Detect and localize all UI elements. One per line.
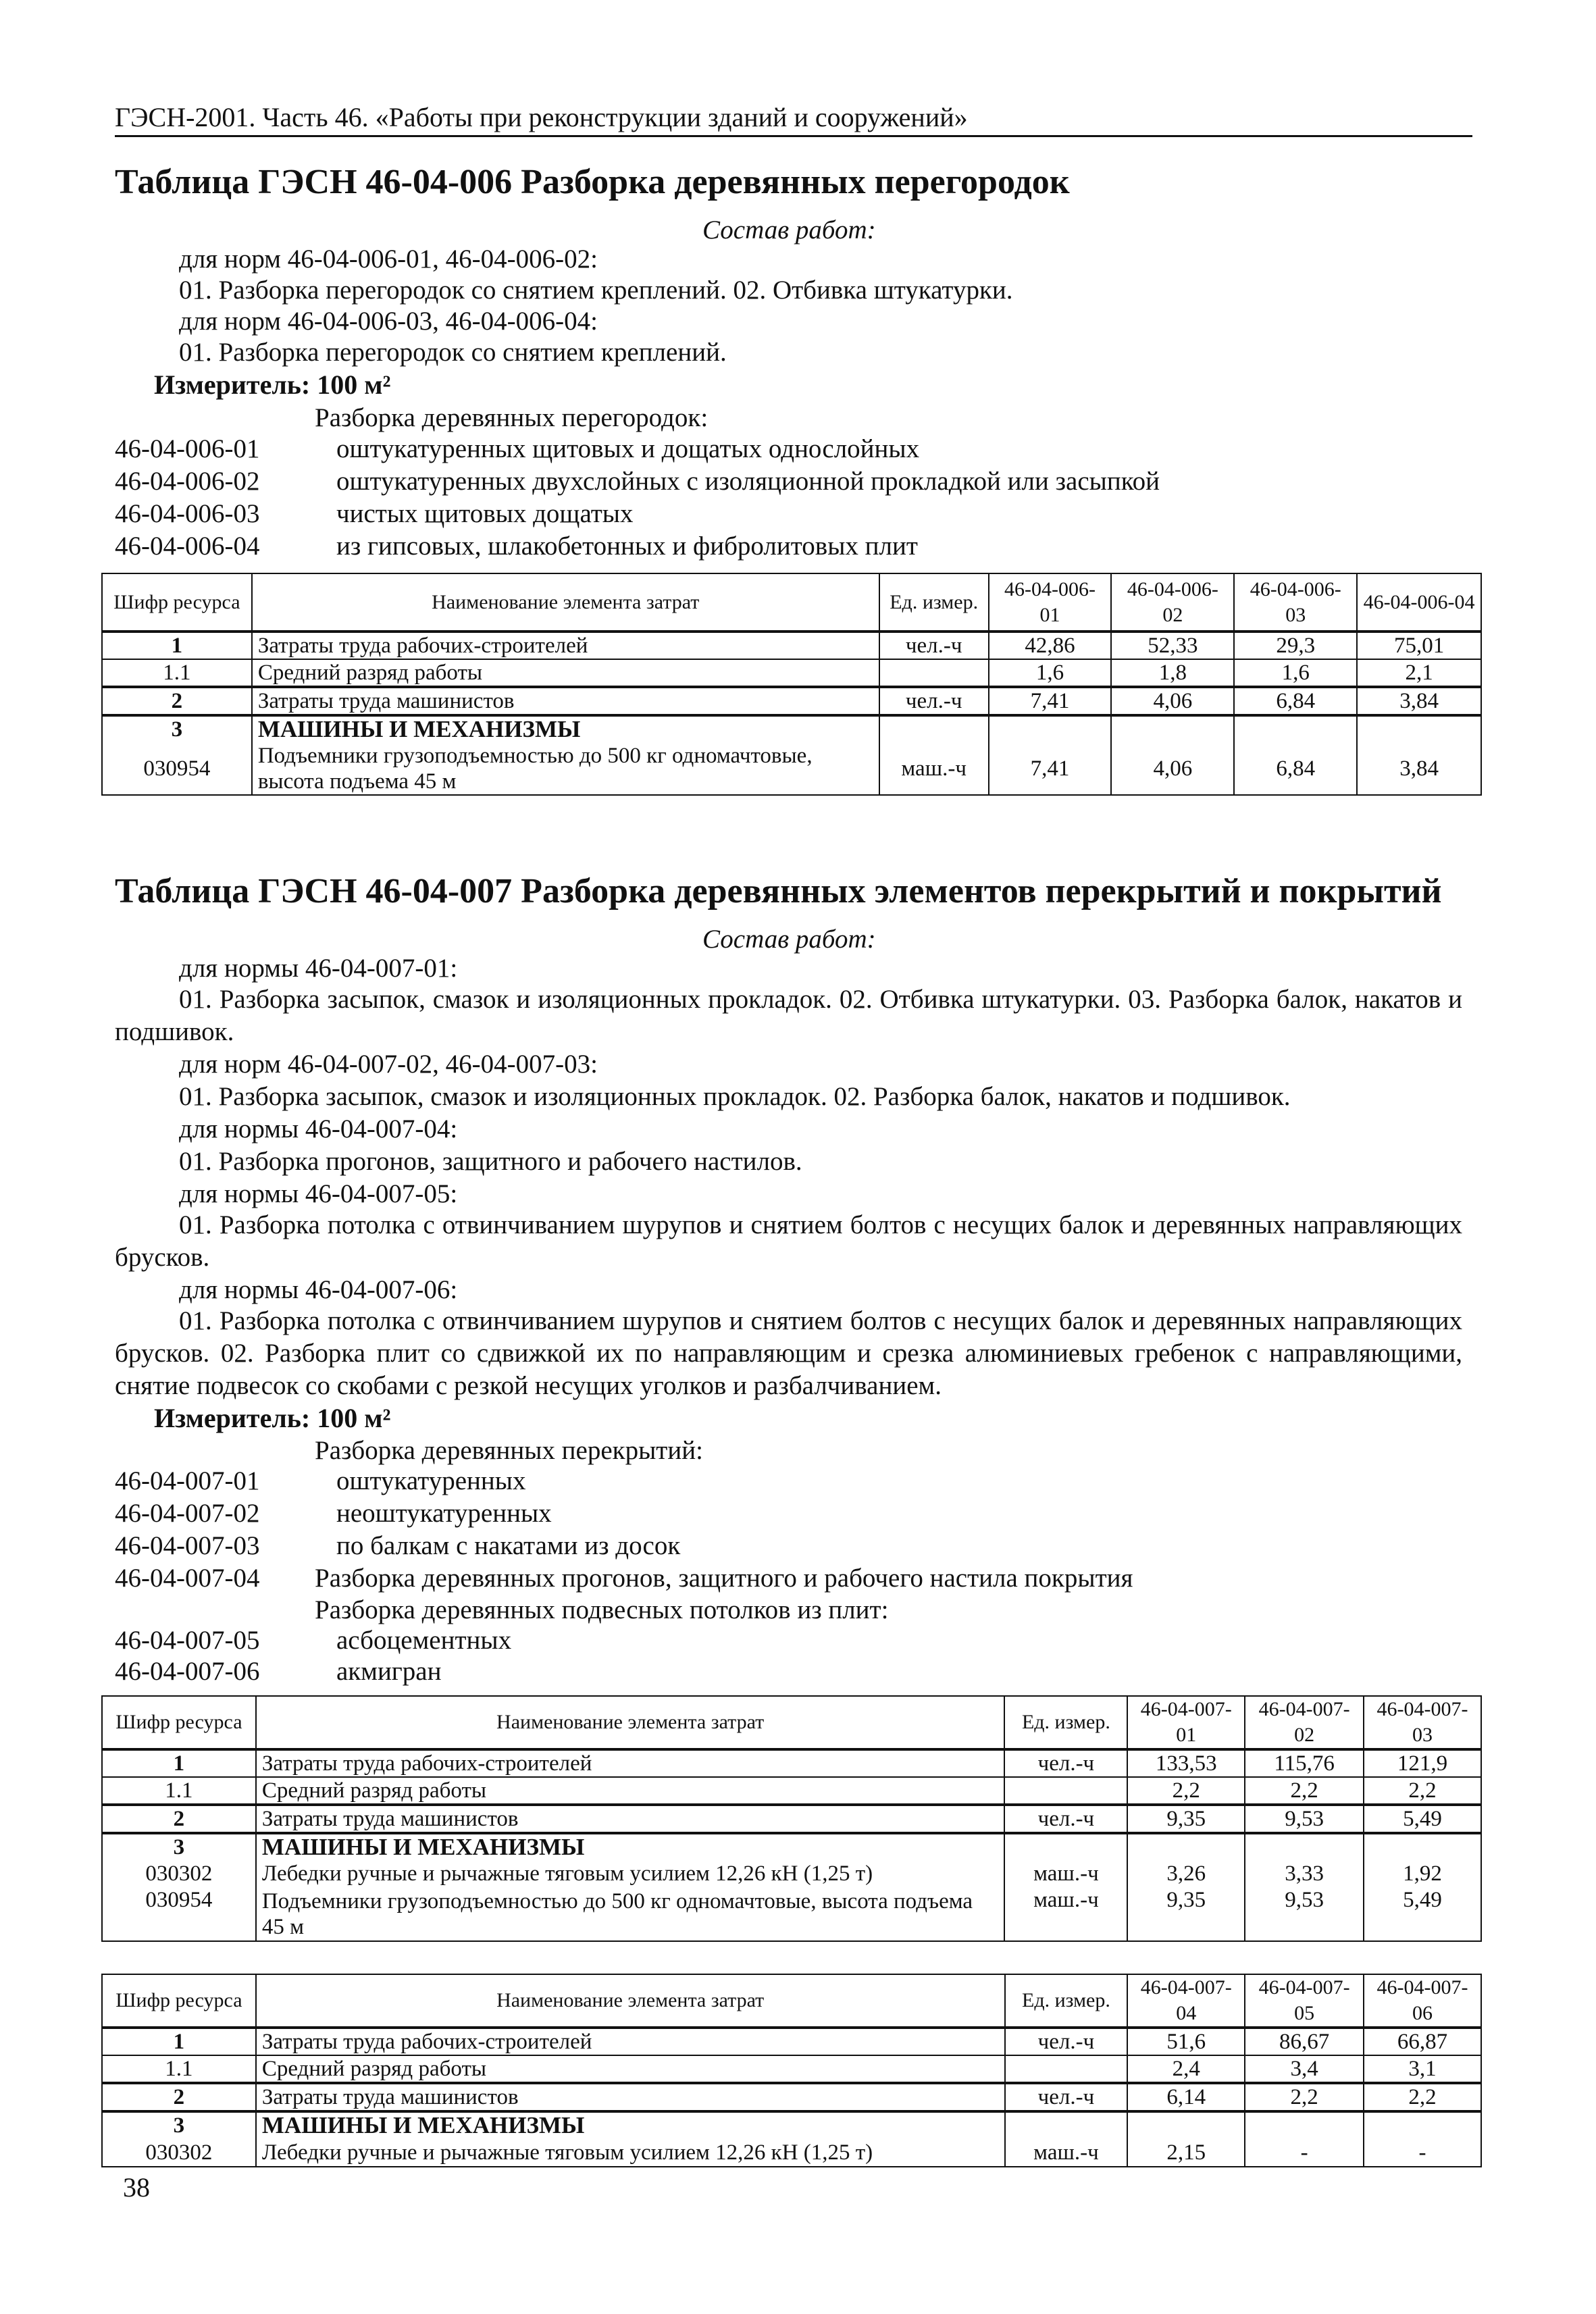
value-cell: 2,15 — [1127, 2138, 1245, 2167]
table-header-row — [102, 1696, 1481, 1749]
measurer — [154, 369, 390, 401]
norm-description: неоштукатуренных — [336, 1499, 552, 1528]
resource-code: 1 — [102, 2028, 256, 2055]
header-resource-code: Шифр ресурса — [102, 573, 252, 632]
header-norm-column: 46-04-006-04 — [1357, 573, 1481, 632]
resource-code: 3 — [102, 2111, 256, 2138]
value-cell: 3,1 — [1364, 2055, 1481, 2083]
header-norm-column: 46-04-006-03 — [1234, 573, 1357, 632]
work-steps: 01. Разборка засыпок, смазок и изоляционных прокладок. 02. Отбивка штукатурки. 03. Разборка балок, накатов и подшивок. — [115, 985, 1462, 1046]
table-row — [102, 1777, 1481, 1805]
work-steps: 01. Разборка потолка с отвинчиванием шурупов и снятием болтов с несущих балок и деревянных направляющих брусков. 02. Разборка плит со сдвижкой их по направляющим и срезка алюминиевых гребенок с направляющими, снятие подвесок со скобами с резкой несущих уголков и разбалчиванием. — [115, 1306, 1462, 1400]
norm-description: оштукатуренных щитовых и дощатых однослойных — [336, 434, 920, 463]
norm-code: 46-04-007-05 — [115, 1626, 260, 1655]
work-steps: 01. Разборка прогонов, защитного и рабочего настилов. — [179, 1147, 802, 1176]
value-cell: 66,87 — [1364, 2028, 1481, 2055]
resource-code: 1 — [102, 632, 252, 659]
norm-code: 46-04-006-03 — [115, 499, 260, 528]
value-cell: 1,8 — [1111, 659, 1234, 687]
running-header: ГЭСН-2001. Часть 46. «Работы при реконструкции зданий и сооружений» — [115, 100, 1472, 137]
table-title: Таблица ГЭСН 46-04-007 Разборка деревянных элементов перекрытий и покрытий — [115, 872, 1442, 910]
resource-code: 1 — [102, 1749, 256, 1777]
unit: чел.-ч — [879, 687, 989, 715]
work-step: 01. Разборка перегородок со снятием креплений. — [179, 338, 727, 367]
unit: маш.-ч — [879, 742, 989, 795]
unit: маш.-ч — [1005, 2138, 1128, 2167]
table-title: Таблица ГЭСН 46-04-006 Разборка деревянных перегородок — [115, 163, 1070, 201]
measurer-label: Измеритель: — [154, 1403, 311, 1433]
header-norm-column: 46-04-007-02 — [1245, 1696, 1364, 1749]
resource-code: 030954 — [102, 1887, 256, 1941]
resource-code: 2 — [102, 687, 252, 715]
value-cell: 2,2 — [1245, 1777, 1364, 1805]
value-cell: - — [1364, 2138, 1481, 2167]
value-cell: 75,01 — [1357, 632, 1481, 659]
norm-group-title: Разборка деревянных перекрытий: — [315, 1436, 703, 1465]
table-row — [102, 687, 1481, 715]
header-norm-column: 46-04-007-01 — [1127, 1696, 1245, 1749]
resource-code: 1.1 — [102, 659, 252, 687]
value-cell: 2,2 — [1364, 1777, 1481, 1805]
measurer-label: Измеритель: — [154, 369, 311, 400]
resource-code: 2 — [102, 2083, 256, 2111]
value-cell: 3,33 — [1245, 1860, 1364, 1887]
header-norm-column: 46-04-007-03 — [1364, 1696, 1481, 1749]
norm-code: 46-04-007-03 — [115, 1531, 260, 1560]
value-cell: 7,41 — [989, 687, 1112, 715]
table-row — [102, 742, 1481, 795]
value-cell: 5,49 — [1364, 1805, 1481, 1833]
norm-scope: для нормы 46-04-007-01: — [179, 954, 458, 983]
header-norm-column: 46-04-006-01 — [989, 573, 1112, 632]
value-cell: 4,06 — [1111, 687, 1234, 715]
resource-code: 030302 — [102, 1860, 256, 1887]
cost-element: Затраты труда рабочих-строителей — [252, 632, 879, 659]
table-row — [102, 2083, 1481, 2111]
norm-group-title: Разборка деревянных перегородок: — [315, 403, 709, 432]
norm-group-title: Разборка деревянных подвесных потолков из плит: — [315, 1595, 889, 1624]
unit — [1004, 1833, 1127, 1860]
table-row — [102, 632, 1481, 659]
cost-element-group: МАШИНЫ И МЕХАНИЗМЫ — [256, 1833, 1005, 1860]
value-cell — [1357, 715, 1481, 742]
resource-table — [101, 1974, 1482, 2167]
cost-element: Лебедки ручные и рычажные тяговым усилием 12,26 кН (1,25 т) — [256, 1860, 1005, 1887]
norm-scope: для норм 46-04-007-02, 46-04-007-03: — [179, 1050, 598, 1079]
norm-description: по балкам с накатами из досок — [336, 1531, 681, 1560]
resource-code: 030302 — [102, 2138, 256, 2167]
norm-description: из гипсовых, шлакобетонных и фибролитовых плит — [336, 532, 918, 561]
value-cell — [1127, 1833, 1245, 1860]
cost-element: Затраты труда машинистов — [256, 2083, 1005, 2111]
page-number: 38 — [123, 2172, 150, 2203]
value-cell: 42,86 — [989, 632, 1112, 659]
work-composition-label: Состав работ: — [702, 215, 876, 245]
header-norm-column: 46-04-006-02 — [1111, 573, 1234, 632]
header-resource-code: Шифр ресурса — [102, 1696, 256, 1749]
table-row — [102, 1833, 1481, 1860]
norm-scope: для нормы 46-04-007-06: — [179, 1275, 458, 1304]
value-cell: 3,84 — [1357, 687, 1481, 715]
header-cost-element: Наименование элемента затрат — [256, 1974, 1005, 2028]
resource-code: 3 — [102, 715, 252, 742]
value-cell: 3,26 — [1127, 1860, 1245, 1887]
measurer-value: 100 м² — [317, 1403, 391, 1433]
work-steps: 01. Разборка потолка с отвинчиванием шурупов и снятием болтов с несущих балок и деревянных направляющих брусков. — [115, 1210, 1462, 1272]
resource-table — [101, 573, 1482, 796]
measurer-value: 100 м² — [317, 369, 391, 400]
unit: чел.-ч — [1005, 2028, 1128, 2055]
value-cell: 2,4 — [1127, 2055, 1245, 2083]
cost-element: Затраты труда машинистов — [256, 1805, 1005, 1833]
value-cell: 7,41 — [989, 742, 1112, 795]
value-cell — [1127, 2111, 1245, 2138]
resource-code: 1.1 — [102, 1777, 256, 1805]
norm-code: 46-04-006-04 — [115, 532, 260, 561]
resource-table — [101, 1695, 1482, 1942]
value-cell — [1245, 1833, 1364, 1860]
value-cell: 6,14 — [1127, 2083, 1245, 2111]
unit: маш.-ч — [1004, 1860, 1127, 1887]
table-row — [102, 2028, 1481, 2055]
value-cell: 51,6 — [1127, 2028, 1245, 2055]
value-cell: 9,35 — [1127, 1887, 1245, 1941]
unit — [1005, 2055, 1128, 2083]
norm-description: оштукатуренных — [336, 1466, 526, 1495]
value-cell: 86,67 — [1245, 2028, 1364, 2055]
unit: чел.-ч — [879, 632, 989, 659]
header-norm-column: 46-04-007-05 — [1245, 1974, 1364, 2028]
table-row — [102, 2111, 1481, 2138]
value-cell: 1,6 — [1234, 659, 1357, 687]
header-norm-column: 46-04-007-06 — [1364, 1974, 1481, 2028]
norm-scope: для норм 46-04-006-01, 46-04-006-02: — [179, 245, 598, 274]
table-row — [102, 1887, 1481, 1941]
table-row — [102, 659, 1481, 687]
value-cell: 6,84 — [1234, 687, 1357, 715]
table-row — [102, 1805, 1481, 1833]
value-cell — [1234, 715, 1357, 742]
value-cell: 29,3 — [1234, 632, 1357, 659]
header-cost-element: Наименование элемента затрат — [256, 1696, 1005, 1749]
value-cell: 9,53 — [1245, 1887, 1364, 1941]
value-cell: 1,6 — [989, 659, 1112, 687]
header-unit: Ед. измер. — [1005, 1974, 1128, 2028]
resource-code: 1.1 — [102, 2055, 256, 2083]
norm-code: 46-04-006-02 — [115, 467, 260, 496]
norm-scope: для норм 46-04-006-03, 46-04-006-04: — [179, 307, 598, 336]
norm-description: акмигран — [336, 1657, 442, 1686]
value-cell: 3,84 — [1357, 742, 1481, 795]
value-cell: - — [1245, 2138, 1364, 2167]
table-row — [102, 2138, 1481, 2167]
value-cell — [989, 715, 1112, 742]
table-row — [102, 2055, 1481, 2083]
value-cell — [1111, 715, 1234, 742]
header-norm-column: 46-04-007-04 — [1127, 1974, 1245, 2028]
cost-element: Затраты труда рабочих-строителей — [256, 1749, 1005, 1777]
value-cell: 121,9 — [1364, 1749, 1481, 1777]
value-cell: 133,53 — [1127, 1749, 1245, 1777]
unit: чел.-ч — [1004, 1805, 1127, 1833]
header-resource-code: Шифр ресурса — [102, 1974, 256, 2028]
cost-element: Лебедки ручные и рычажные тяговым усилием 12,26 кН (1,25 т) — [256, 2138, 1005, 2167]
unit — [879, 715, 989, 742]
measurer — [154, 1402, 390, 1434]
header-unit: Ед. измер. — [1004, 1696, 1127, 1749]
norm-code: 46-04-007-06 — [115, 1657, 260, 1686]
value-cell: 52,33 — [1111, 632, 1234, 659]
norm-scope: для нормы 46-04-007-04: — [179, 1114, 458, 1143]
unit — [879, 659, 989, 687]
norm-code: 46-04-007-01 — [115, 1466, 260, 1495]
norm-code: 46-04-007-02 — [115, 1499, 260, 1528]
cost-element: Средний разряд работы — [256, 2055, 1005, 2083]
value-cell: 5,49 — [1364, 1887, 1481, 1941]
value-cell: 9,35 — [1127, 1805, 1245, 1833]
norm-description: асбоцементных — [336, 1626, 512, 1655]
table-header-row — [102, 573, 1481, 632]
norm-description: Разборка деревянных прогонов, защитного и рабочего настила покрытия — [315, 1564, 1133, 1593]
header-cost-element: Наименование элемента затрат — [252, 573, 879, 632]
norm-code: 46-04-006-01 — [115, 434, 260, 463]
value-cell: 3,4 — [1245, 2055, 1364, 2083]
resource-code: 030954 — [102, 742, 252, 795]
value-cell: 115,76 — [1245, 1749, 1364, 1777]
value-cell: 2,2 — [1364, 2083, 1481, 2111]
norm-description: чистых щитовых дощатых — [336, 499, 634, 528]
value-cell — [1364, 1833, 1481, 1860]
norm-description: оштукатуренных двухслойных с изоляционной прокладкой или засыпкой — [336, 467, 1160, 496]
resource-code: 2 — [102, 1805, 256, 1833]
unit — [1005, 2111, 1128, 2138]
work-step: 01. Разборка перегородок со снятием креплений. 02. Отбивка штукатурки. — [179, 276, 1013, 305]
table-row — [102, 1749, 1481, 1777]
cost-element: Затраты труда рабочих-строителей — [256, 2028, 1005, 2055]
unit: чел.-ч — [1005, 2083, 1128, 2111]
value-cell: 1,92 — [1364, 1860, 1481, 1887]
value-cell — [1245, 2111, 1364, 2138]
cost-element-group: МАШИНЫ И МЕХАНИЗМЫ — [256, 2111, 1005, 2138]
value-cell — [1364, 2111, 1481, 2138]
cost-element: Средний разряд работы — [256, 1777, 1005, 1805]
cost-element: Средний разряд работы — [252, 659, 879, 687]
unit: маш.-ч — [1004, 1887, 1127, 1941]
norm-scope: для нормы 46-04-007-05: — [179, 1179, 458, 1208]
value-cell: 2,1 — [1357, 659, 1481, 687]
table-row — [102, 1860, 1481, 1887]
value-cell: 9,53 — [1245, 1805, 1364, 1833]
value-cell: 4,06 — [1111, 742, 1234, 795]
resource-code: 3 — [102, 1833, 256, 1860]
value-cell: 2,2 — [1245, 2083, 1364, 2111]
norm-code: 46-04-007-04 — [115, 1564, 260, 1593]
value-cell: 2,2 — [1127, 1777, 1245, 1805]
table-header-row — [102, 1974, 1481, 2028]
work-steps: 01. Разборка засыпок, смазок и изоляционных прокладок. 02. Разборка балок, накатов и подшивок. — [179, 1082, 1291, 1111]
unit: чел.-ч — [1004, 1749, 1127, 1777]
table-row — [102, 715, 1481, 742]
header-unit: Ед. измер. — [879, 573, 989, 632]
work-composition-label: Состав работ: — [702, 925, 876, 954]
unit — [1004, 1777, 1127, 1805]
cost-element-group: МАШИНЫ И МЕХАНИЗМЫ — [252, 715, 879, 742]
cost-element: Затраты труда машинистов — [252, 687, 879, 715]
cost-element: Подъемники грузоподъемностью до 500 кг одномачтовые, высота подъема 45 м — [256, 1887, 1005, 1941]
value-cell: 6,84 — [1234, 742, 1357, 795]
cost-element: Подъемники грузоподъемностью до 500 кг одномачтовые, высота подъема 45 м — [252, 742, 879, 795]
